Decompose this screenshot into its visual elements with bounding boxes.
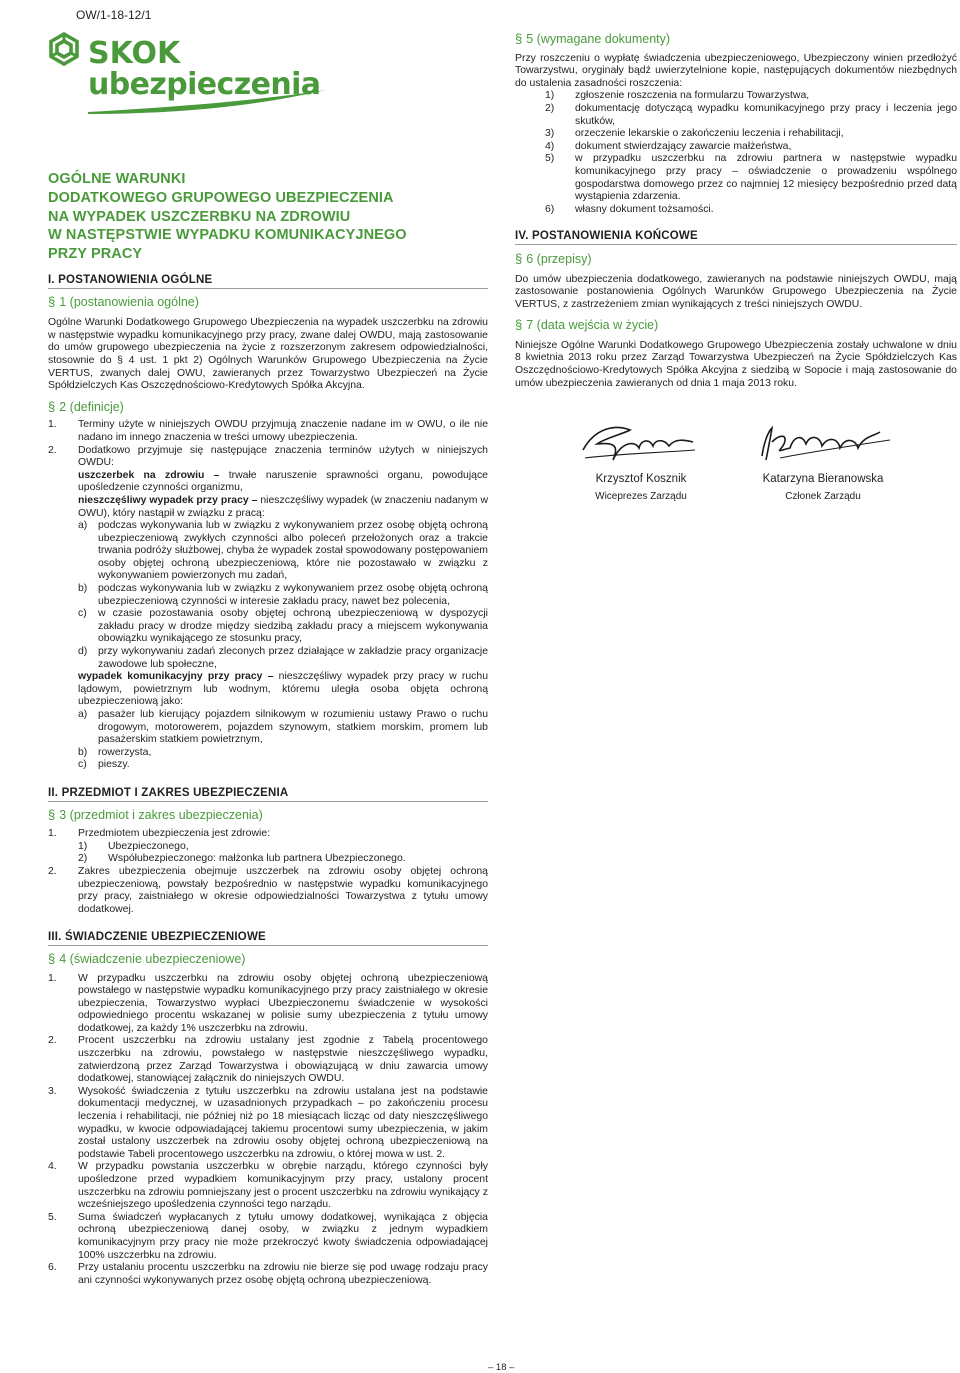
list-item: 6) własny dokument tożsamości. — [545, 203, 714, 215]
section-heading: III. ŚWIADCZENIE UBEZPIECZENIOWE — [48, 931, 488, 946]
paragraph-heading: § 3 (przedmiot i zakres ubezpieczenia) — [48, 806, 263, 822]
list-item: 4. W przypadku powstania uszczerbku w obrębie narządu, którego czynności były upośledzone przed wypadkiem komunikacyjnym przy pracy, ustalony procent uszczerbku na zdrowiu pomniejszany jest o procent uszczerbku na zdrowiu wynikający z wcześniejszego upośledzenia czynności tego narządu. — [48, 1161, 488, 1211]
document-title — [48, 170, 468, 264]
list-item: 1) zgłoszenie roszczenia na formularzu Towarzystwa, — [545, 90, 810, 102]
signature-block — [738, 473, 908, 502]
paragraph-heading: § 7 (data wejścia w życie) — [515, 317, 659, 333]
paragraph-heading: § 2 (definicje) — [48, 398, 124, 414]
paragraph-text: Przy roszczeniu o wypłatę świadczenia ubezpieczeniowego, Ubezpieczony winien przedłożyć Towarzystwu, oryginały bądź uwierzytelnione kopie, następujących dokumentów niezbędnych do ustalenia zasadności roszczenia: — [515, 52, 957, 89]
paragraph-heading: § 5 (wymagane dokumenty) — [515, 31, 671, 46]
list-item: c) w czasie pozostawania osoby objętej ochroną ubezpieczeniową w dyspozycji zakładu pracy w drodze między siedzibą zakładu pracy a miejscem wykonywania obowiązku wynikającego ze stosunku pracy, — [78, 608, 488, 645]
title-line: OGÓLNE WARUNKI — [48, 171, 186, 187]
paragraph-text: Ogólne Warunki Dodatkowego Grupowego Ubezpieczenia na wypadek uszczerbku na zdrowiu w następstwie wypadku komunikacyjnego przy pracy, zwane dalej OWDU, mają zastosowanie do umów grupowego ubezpieczenia na życie z rozszerzonym zakresem odpowiedzialności, stosownie do § 4 ust. 1 pkt 2) Ogólnych Warunków Grupowego Ubezpieczenia na Życie VERTUS, zwanych dalej OWU, zawieranych przez Towarzystwo Ubezpieczeń na Życie Spółdzielczych Kas Oszczędnościowo-Kredytowych Spółka Akcyjna. — [48, 317, 488, 392]
list-item: b) podczas wykonywania lub w związku z wykonywaniem przez osobę objętą ochroną ubezpieczeniową czynności w interesie zakładu pracy, nawet bez polecenia, — [78, 583, 488, 607]
section-heading: IV. POSTANOWIENIA KOŃCOWE — [515, 230, 957, 245]
signatory-role: Wiceprezes Zarządu — [595, 491, 687, 502]
skok-ubezpieczenia-logo — [48, 32, 338, 117]
left-column — [48, 274, 488, 1287]
paragraph-heading: § 6 (przepisy) — [515, 250, 592, 266]
paragraph-heading: § 4 (świadczenie ubezpieczeniowe) — [48, 950, 246, 966]
list-item: a) pasażer lub kierujący pojazdem silnikowym w rozumieniu ustawy Prawo o ruchu drogowym, motorowerem, pojazdem szynowym, statkiem morskim, promem lub pasażerskim statkiem powietrznym, — [78, 709, 488, 746]
signatory-name: Katarzyna Bieranowska — [762, 473, 884, 485]
list-item: a) podczas wykonywania lub w związku z wykonywaniem przez osobę objętą ochroną ubezpieczeniową zwykłych czynności albo poleceń przełożonych oraz a trakcie trwania podróży służbowej, chyba że wypadek został spowodowany postępowaniem osoby objętej ochroną ubezpieczeniową, które nie pozostawało w związku z wykonywaniem powierzonych mu zadań, — [78, 520, 488, 582]
title-line: NA WYPADEK USZCZERBKU NA ZDROWIU — [48, 208, 351, 225]
page-number: – 18 – — [488, 1362, 515, 1373]
list-item: 2) Współubezpieczonego: małżonka lub partnera Ubezpieczonego. — [78, 853, 406, 865]
list-item: 2. Procent uszczerbku na zdrowiu ustalany jest zgodnie z Tabelą procentowego uszczerbku na zdrowiu, powstałego w następstwie nieszczęśliwego wypadku, zatwierdzoną przez Zarząd Towarzystwa i obowiązującą w dniu zawarcia umowy dodatkowej, stanowiącej załącznik do niniejszych OWDU. — [48, 1035, 488, 1085]
paragraph-heading: § 1 (postanowienia ogólne) — [48, 293, 199, 309]
signature-image — [575, 420, 705, 470]
list-item: d) przy wykonywaniu zadań zleconych przez działające w zakładzie pracy organizacje zawodowe lub społeczne, — [78, 646, 488, 670]
list-item: 5. Suma świadczeń wypłacanych z tytułu umowy dodatkowej, wynikająca z objęcia ochroną ubezpieczeniową danej osoby, w związku z jednym wypadkiem komunikacyjnym przy pracy nie może przekroczyć kwoty świadczenia odpowiadającej 100% uszczerbku na zdrowiu. — [48, 1211, 488, 1261]
logo-text-skok: SKOK — [88, 36, 181, 71]
title-line: DODATKOWEGO GRUPOWEGO UBEZPIECZENIA — [48, 189, 394, 206]
signature-image — [750, 422, 900, 468]
list-item: 4) dokument stwierdzający zawarcie małżeństwa, — [545, 140, 792, 152]
list-item: 2. Dodatkowo przyjmuje się następujące znaczenia terminów użytych w niniejszych OWDU: — [48, 444, 488, 469]
title-line: PRZY PRACY — [48, 246, 143, 263]
list-item: 1) Ubezpieczonego, — [78, 840, 189, 852]
title-line: W NASTĘPSTWIE WYPADKU KOMUNIKACYJNEGO — [48, 227, 407, 244]
list-item: 3. Wysokość świadczenia z tytułu uszczerbku na zdrowiu ustalana jest na podstawie dokumentacji medycznej, w uzasadnionych przypadkach – po zakończeniu procesu leczenia i rehabilitacji, nie później niż po 18 miesiącach licząc od daty nieszczęśliwego wypadku, w kwocie odpowiadającej takiemu procentowi sumy ubezpieczenia, w jakim został ustalony uszczerbek na zdrowiu osoby objętej ochroną ubezpieczeniową na podstawie Tabeli procentowego uszczerbku na zdrowiu, o której mowa w ust. 2. — [48, 1085, 488, 1160]
definition: wypadek komunikacyjny przy pracy – nieszczęśliwy wypadek przy pracy w ruchu lądowym, powietrznym lub wodnym, któremu uległa osoba objęta ochroną ubezpieczeniową jako: — [78, 671, 489, 708]
logo-text-ubezpieczenia: ubezpieczenia — [88, 67, 321, 102]
list-item: 3) orzeczenie lekarskie o zakończeniu leczenia i rehabilitacji, — [545, 128, 844, 140]
document-id: OW/1-18-12/1 — [76, 8, 152, 22]
list-item: 1. Przedmiotem ubezpieczenia jest zdrowie: — [48, 828, 271, 840]
list-item: 2. Zakres ubezpieczenia obejmuje uszczerbek na zdrowiu osoby objętej ochroną ubezpieczeniową, powstały bezpośrednio w następstwie wypadku komunikacyjnego przy pracy, zaistniałego w okresie odpowiedzialności Towarzystwa z tytułu umowy dodatkowej. — [48, 865, 488, 915]
signature-block — [561, 473, 721, 502]
section-heading: I. POSTANOWIENIA OGÓLNE — [48, 274, 488, 289]
list-item: 5) w przypadku uszczerbku na zdrowiu partnera w następstwie wypadku komunikacyjnego przy pracy – oświadczenie o prowadzeniu wspólnego gospodarstwa domowego przez co najmniej 12 miesięcy bezpośrednio przed datą wystąpienia zdarzenia. — [545, 153, 957, 203]
list-item: 1. Terminy użyte w niniejszych OWDU przyjmują znaczenie nadane im w OWU, o ile nie nadano im innego znaczenia w treści umowy ubezpieczenia. — [48, 419, 488, 443]
paragraph-text: Niniejsze Ogólne Warunki Dodatkowego Grupowego Ubezpieczenia zostały uchwalone w dniu 8 kwietnia 2013 roku przez Zarząd Towarzystwa Ubezpieczeń na Życie Spółdzielczych Kas Oszczędnościowo-Kredytowych Spółka Akcyjna z siedzibą w Sopocie i mają zastosowanie do umów ubezpieczenia zawieranych od dnia 1 maja 2013 roku. — [515, 339, 957, 389]
definition: uszczerbek na zdrowiu – trwałe naruszenie sprawności organu, powodujące upośledzenie czynności organizmu, — [78, 469, 488, 494]
list-item: 6. Przy ustalaniu procentu uszczerbku na zdrowiu nie bierze się pod uwagę rodzaju pracy ani czynności wykonywanych przez osobę objętą ochroną ubezpieczeniową. — [48, 1262, 488, 1286]
signatory-role: Członek Zarządu — [785, 491, 861, 502]
list-item: 1. W przypadku uszczerbku na zdrowiu osoby objętej ochroną ubezpieczeniową powstałego w następstwie wypadku komunikacyjnego przy pracy zaistniałego w okresie ubezpieczenia, Towarzystwo wypłaci Ubezpieczonemu świadczenie w wysokości odpowiedniego procentu wskazanej w polisie sumy ubezpieczenia z tytułu umowy dodatkowej, za każdy 1% uszczerbku na zdrowiu. — [48, 972, 488, 1034]
paragraph-text: Do umów ubezpieczenia dodatkowego, zawieranych na podstawie niniejszych OWDU, mają zastosowanie postanowienia Ogólnych Warunków Grupowego Ubezpieczenia na Życie VERTUS, z zastrzeżeniem zmian wynikających z treści niniejszych OWDU. — [515, 273, 957, 310]
right-column — [515, 33, 957, 390]
list-item: b) rowerzysta, — [78, 746, 152, 758]
list-item: 2) dokumentację dotyczącą wypadku komunikacyjnego przy pracy i leczenia jego skutków, — [545, 102, 957, 127]
definition: nieszczęśliwy wypadek przy pracy – nieszczęśliwy wypadek (w znaczeniu nadanym w OWU), który nastąpił w związku z pracą: — [78, 494, 488, 519]
section-heading: II. PRZEDMIOT I ZAKRES UBEZPIECZENIA — [48, 787, 488, 802]
list-item: c) pieszy. — [78, 759, 130, 771]
signatory-name: Krzysztof Kosznik — [595, 473, 687, 485]
